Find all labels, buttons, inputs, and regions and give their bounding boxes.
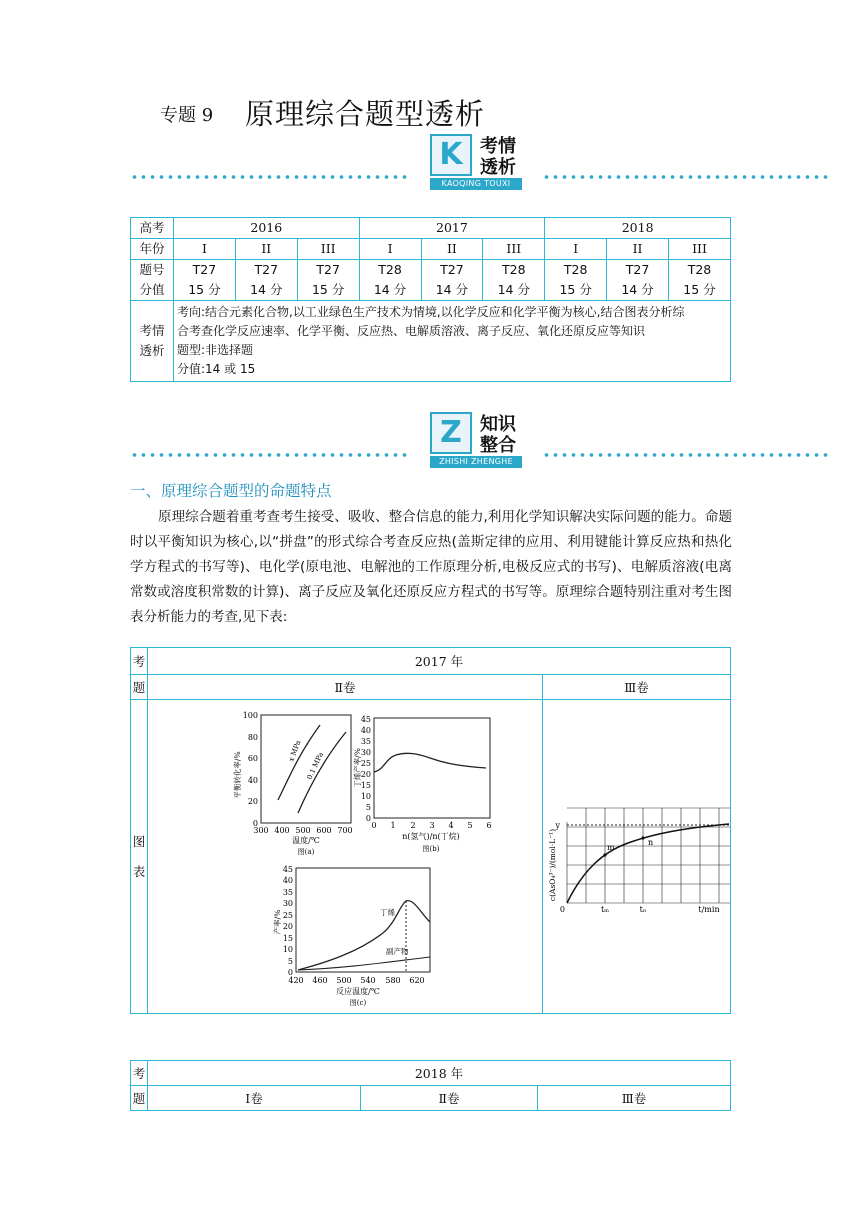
row-header: 高考	[131, 218, 174, 239]
figure-c	[272, 865, 430, 1007]
svg-text:100: 100	[242, 711, 258, 720]
badge-pinyin: ZHISHI ZHENGHE	[430, 456, 522, 468]
svg-text:80: 80	[247, 733, 258, 742]
chapter-number: 专题 9	[160, 105, 214, 126]
row-header	[131, 260, 174, 301]
paper-iii-header: Ⅲ卷	[543, 675, 731, 700]
year-cell: 2016	[174, 218, 360, 239]
svg-text:2: 2	[410, 821, 416, 830]
svg-text:0.1 MPa: 0.1 MPa	[305, 751, 326, 781]
svg-text:600: 600	[316, 826, 332, 835]
question-cell: T28 14 分	[359, 260, 421, 301]
year-cell: 2017	[359, 218, 545, 239]
kaoqing-badge	[430, 132, 522, 188]
question-cell: T28 14 分	[483, 260, 545, 301]
paper-cell: III	[669, 239, 731, 260]
paper-cell: I	[359, 239, 421, 260]
section-heading: 一、原理综合题型的命题特点	[130, 482, 332, 500]
question-cell: T27 14 分	[421, 260, 483, 301]
svg-text:60: 60	[247, 754, 258, 763]
svg-text:500: 500	[295, 826, 311, 835]
svg-text:45: 45	[282, 865, 293, 874]
badge-pinyin: KAOQING TOUXI	[430, 178, 522, 190]
zhishi-badge	[430, 410, 522, 466]
dotted-line-right	[542, 175, 830, 179]
svg-text:1: 1	[390, 821, 396, 830]
analysis-label-1: 考情	[139, 323, 165, 338]
svg-text:图(a): 图(a)	[297, 848, 315, 856]
analysis-line: 合考查化学反应速率、化学平衡、反应热、电解质溶液、离子反应、氧化还原反应等知识	[177, 324, 646, 338]
paper-iii-figure	[543, 700, 731, 1014]
svg-text:40: 40	[282, 876, 293, 885]
svg-text:15: 15	[282, 934, 293, 943]
paper-iii-header: Ⅲ卷	[538, 1086, 731, 1111]
svg-text:30: 30	[282, 899, 293, 908]
svg-text:m: m	[607, 843, 615, 852]
svg-text:t/min: t/min	[698, 905, 720, 914]
analysis-line: 分值:14 或 15	[177, 362, 256, 376]
col0-bottom: 题	[131, 1086, 148, 1111]
paper-cell: I	[174, 239, 236, 260]
svg-text:x MPa: x MPa	[287, 739, 303, 763]
svg-text:c(AsO₄³⁻)/(mol·L⁻¹): c(AsO₄³⁻)/(mol·L⁻¹)	[548, 828, 557, 902]
badge-letter: Z	[430, 412, 472, 454]
svg-text:540: 540	[360, 976, 376, 985]
col0-top: 考	[131, 648, 148, 675]
analysis-line: 考向:结合元素化合物,以工业绿色生产技术为情境,以化学反应和化学平衡为核心,结合图表分析综	[177, 305, 685, 319]
paper-cell: III	[297, 239, 359, 260]
table-2018	[130, 1060, 731, 1111]
q-label-1: 题号	[139, 262, 165, 277]
paper-ii-header: Ⅱ卷	[361, 1086, 538, 1111]
paper-cell: II	[235, 239, 297, 260]
svg-text:tₙ: tₙ	[639, 905, 647, 914]
svg-text:25: 25	[282, 911, 293, 920]
paper-ii-figures	[148, 700, 543, 1014]
svg-text:300: 300	[253, 826, 269, 835]
badge-word-2: 整合	[480, 435, 516, 456]
svg-text:35: 35	[282, 888, 293, 897]
svg-text:15: 15	[360, 781, 371, 790]
svg-text:620: 620	[409, 976, 425, 985]
svg-text:n: n	[648, 838, 654, 847]
year-cell: 2018	[545, 218, 731, 239]
svg-text:丁烯产率/%: 丁烯产率/%	[353, 748, 362, 788]
svg-text:500: 500	[336, 976, 352, 985]
svg-text:700: 700	[337, 826, 353, 835]
svg-text:0: 0	[252, 819, 258, 828]
svg-text:5: 5	[467, 821, 473, 830]
svg-text:4: 4	[448, 821, 454, 830]
table-2017	[130, 647, 731, 1014]
zhishi-banner	[130, 410, 830, 466]
year-header: 2017 年	[148, 648, 731, 675]
question-cell: T27 14 分	[235, 260, 297, 301]
svg-text:400: 400	[274, 826, 290, 835]
paper-ii-header: Ⅱ卷	[148, 675, 543, 700]
body-paragraph: 原理综合题着重考查考生接受、吸收、整合信息的能力,利用化学知识解决实际问题的能力。命题时以平衡知识为核心,以“拼盘”的形式综合考查反应热(盖斯定律的应用、利用键能计算反应热和热化学方程式的书写等)、电化学(原电池、电解池的工作原理分析,电极反应式的书写)、电解质溶液(电离常数或溶度积常数的计算)、离子反应及氧化还原反应方程式的书写等。原理综合题特别注重对考生图表分析能力的考查,见下表:	[130, 509, 732, 625]
col0-bottom: 题	[131, 675, 148, 700]
svg-text:反应温度/℃: 反应温度/℃	[336, 987, 380, 996]
svg-text:10: 10	[360, 792, 371, 801]
svg-text:460: 460	[312, 976, 328, 985]
analysis-cell	[174, 301, 731, 382]
svg-text:6: 6	[486, 821, 492, 830]
svg-text:产率/%: 产率/%	[273, 909, 282, 935]
svg-text:35: 35	[360, 737, 371, 746]
svg-text:20: 20	[360, 770, 371, 779]
svg-text:10: 10	[282, 945, 293, 954]
badge-word-1: 知识	[480, 414, 516, 435]
svg-text:平衡转化率/%: 平衡转化率/%	[233, 751, 242, 799]
svg-text:0: 0	[365, 814, 371, 823]
svg-text:580: 580	[385, 976, 401, 985]
svg-text:丁烯: 丁烯	[380, 908, 395, 917]
svg-text:tₘ: tₘ	[600, 905, 610, 914]
svg-text:420: 420	[288, 976, 304, 985]
svg-text:温度/℃: 温度/℃	[292, 836, 320, 845]
figure-a	[232, 711, 353, 856]
question-cell: T27 14 分	[607, 260, 669, 301]
figure-b	[352, 715, 492, 853]
question-cell: T28 15 分	[669, 260, 731, 301]
svg-text:40: 40	[247, 776, 258, 785]
badge-letter: K	[430, 134, 472, 176]
kaoqing-banner	[130, 132, 830, 188]
row-header	[131, 301, 174, 382]
question-cell: T27 15 分	[297, 260, 359, 301]
svg-text:40: 40	[360, 726, 371, 735]
row-header: 年份	[131, 239, 174, 260]
svg-text:0: 0	[371, 821, 377, 830]
svg-text:20: 20	[282, 922, 293, 931]
analysis-line: 题型:非选择题	[177, 343, 254, 357]
paper-cell: II	[421, 239, 483, 260]
svg-text:5: 5	[287, 957, 293, 966]
svg-text:y: y	[555, 821, 560, 830]
svg-text:图(b): 图(b)	[422, 845, 440, 853]
figures-abc	[148, 700, 542, 1013]
question-cell: T28 15 分	[545, 260, 607, 301]
svg-text:20: 20	[247, 797, 258, 806]
svg-text:25: 25	[360, 759, 371, 768]
paper-cell: III	[483, 239, 545, 260]
exam-overview-table	[130, 217, 731, 382]
badge-word-1: 考情	[480, 136, 516, 157]
svg-text:副产物: 副产物	[386, 947, 409, 956]
year-header: 2018 年	[148, 1061, 731, 1086]
svg-text:3: 3	[429, 821, 435, 830]
svg-text:图(c): 图(c)	[349, 999, 367, 1007]
paper-cell: II	[607, 239, 669, 260]
svg-text:n(氢气)/n(丁烷): n(氢气)/n(丁烷)	[402, 832, 460, 841]
figure-d	[543, 700, 730, 1013]
dotted-line-right	[542, 453, 830, 457]
paper-i-header: Ⅰ卷	[148, 1086, 361, 1111]
badge-word-2: 透析	[480, 157, 516, 178]
paper-cell: I	[545, 239, 607, 260]
dotted-line-left	[130, 453, 410, 457]
question-cell: T27 15 分	[174, 260, 236, 301]
dotted-line-left	[130, 175, 410, 179]
svg-text:45: 45	[360, 715, 371, 724]
svg-text:5: 5	[365, 803, 371, 812]
svg-text:0: 0	[287, 968, 293, 977]
page-title: 原理综合题型透析	[245, 97, 486, 131]
svg-text:0: 0	[559, 905, 565, 914]
svg-text:30: 30	[360, 748, 371, 757]
row-label: 图 表	[131, 700, 148, 1014]
q-label-2: 分值	[139, 282, 165, 297]
analysis-label-2: 透析	[139, 343, 165, 358]
col0-top: 考	[131, 1061, 148, 1086]
